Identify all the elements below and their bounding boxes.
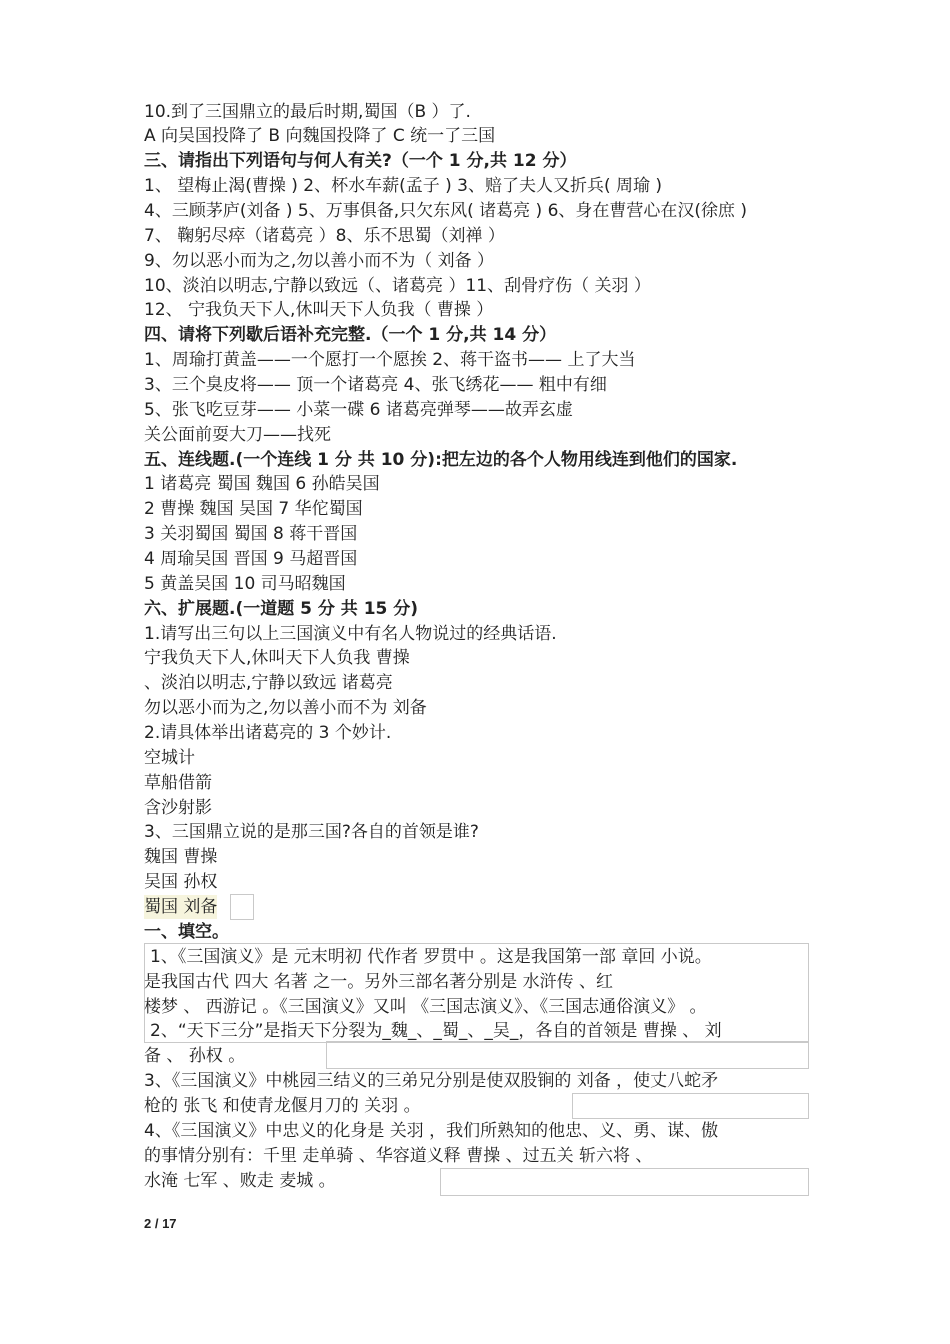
fill-blank-q1-line2: 是我国古代 四大 名著 之一。另外三部名著分别是 水浒传 、红 [144, 972, 614, 992]
fill-blank-box-4 [440, 1168, 809, 1196]
strategy-3: 含沙射影 [144, 798, 212, 818]
fill-blank-q1-line1: 1、《三国演义》是 元末明初 代作者 罗贯中 。这是我国第一部 章回 小说。 [150, 947, 712, 967]
kingdom-wu: 吴国 孙权 [144, 872, 218, 892]
matching-line-2: 2 曹操 魏国 吴国 7 华佗蜀国 [144, 499, 363, 519]
section-3-line-6: 12、 宁我负天下人,休叫天下人负我（ 曹操 ） [144, 300, 494, 320]
fill-blank-q4-line3: 水淹 七军 、败走 麦城 。 [144, 1171, 336, 1191]
section-4-line-4: 关公面前耍大刀——找死 [144, 425, 331, 445]
matching-line-4: 4 周瑜吴国 晋国 9 马超晋国 [144, 549, 358, 569]
section-3-line-5: 10、淡泊以明志,宁静以致远（、诸葛亮 ）11、刮骨疗伤（ 关羽 ） [144, 276, 651, 296]
extension-question-1: 1.请写出三句以上三国演义中有名人物说过的经典话语. [144, 624, 557, 644]
section-4-line-3: 5、张飞吃豆芽—— 小菜一碟 6 诸葛亮弹琴——故弄玄虚 [144, 400, 573, 420]
fill-blank-q4-line1: 4、《三国演义》中忠义的化身是 关羽 ，我们所熟知的他忠、义、勇、谋、傲 [144, 1121, 719, 1141]
fill-blank-q3-line2: 枪的 张飞 和使青龙偃月刀的 关羽 。 [144, 1096, 421, 1116]
extension-question-3: 3、三国鼎立说的是那三国?各自的首领是谁? [144, 822, 479, 842]
strategy-1: 空城计 [144, 748, 195, 768]
page-number: 2 / 17 [144, 1216, 177, 1231]
section-3-line-2: 4、三顾茅庐(刘备 ) 5、万事俱备,只欠东风( 诸葛亮 ) 6、身在曹营心在汉(徐庶 ) [144, 201, 748, 221]
quote-3: 勿以恶小而为之,勿以善小而不为 刘备 [144, 698, 427, 718]
section-4-heading: 四、请将下列歇后语补充完整.（一个 1 分,共 14 分） [144, 325, 557, 345]
strategy-2: 草船借箭 [144, 773, 212, 793]
section-4-line-1: 1、周瑜打黄盖——一个愿打一个愿挨 2、蒋干盗书—— 上了大当 [144, 350, 636, 370]
kingdom-wei: 魏国 曹操 [144, 847, 218, 867]
section-3-line-1: 1、 望梅止渴(曹操 ) 2、杯水车薪(孟子 ) 3、赔了夫人又折兵( 周瑜 ) [144, 176, 663, 196]
quote-1: 宁我负天下人,休叫天下人负我 曹操 [144, 648, 410, 668]
text-box-border [230, 894, 254, 920]
section-3-line-3: 7、 鞠躬尽瘁（诸葛亮 ）8、乐不思蜀（刘禅 ） [144, 226, 505, 246]
question-10: 10.到了三国鼎立的最后时期,蜀国（B ）了. [144, 102, 471, 122]
kingdom-shu: 蜀国 刘备 [144, 897, 218, 917]
section-3-line-4: 9、勿以恶小而为之,勿以善小而不为（ 刘备 ） [144, 251, 495, 271]
fill-blank-q4-line2: 的事情分别有：千里 走单骑 、华容道义释 曹操 、过五关 斩六将 、 [144, 1146, 653, 1166]
fill-blank-q2-line2: 备 、 孙权 。 [144, 1046, 246, 1066]
section-1-heading: 一、填空。 [144, 922, 229, 942]
section-6-heading: 六、扩展题.(一道题 5 分 共 15 分) [144, 599, 419, 619]
matching-line-1: 1 诸葛亮 蜀国 魏国 6 孙皓吴国 [144, 474, 380, 494]
fill-blank-q1-line3: 楼梦 、 西游记 。《三国演义》又叫 《三国志演义》、《三国志通俗演义》 。 [144, 997, 707, 1017]
section-3-heading: 三、请指出下列语句与何人有关?（一个 1 分,共 12 分） [144, 151, 577, 171]
fill-blank-q3-line1: 3、《三国演义》中桃园三结义的三弟兄分别是使双股锏的 刘备 ，使丈八蛇矛 [144, 1071, 719, 1091]
section-4-line-2: 3、三个臭皮将—— 顶一个诸葛亮 4、张飞绣花—— 粗中有细 [144, 375, 607, 395]
fill-blank-q2-line1: 2、“天下三分”是指天下分裂为_魏_、_蜀_、_吴_，各自的首领是 曹操 、 刘 [150, 1021, 722, 1041]
matching-line-5: 5 黄盖吴国 10 司马昭魏国 [144, 574, 346, 594]
section-5-heading: 五、连线题.(一个连线 1 分 共 10 分):把左边的各个人物用线连到他们的国家. [144, 450, 738, 470]
extension-question-2: 2.请具体举出诸葛亮的 3 个妙计. [144, 723, 392, 743]
fill-blank-box-3 [572, 1093, 809, 1119]
fill-blank-box-2 [326, 1041, 809, 1069]
question-10-options: A 向吴国投降了 B 向魏国投降了 C 统一了三国 [144, 126, 496, 146]
quote-2: 、淡泊以明志,宁静以致远 诸葛亮 [144, 673, 393, 693]
matching-line-3: 3 关羽蜀国 蜀国 8 蒋干晋国 [144, 524, 358, 544]
